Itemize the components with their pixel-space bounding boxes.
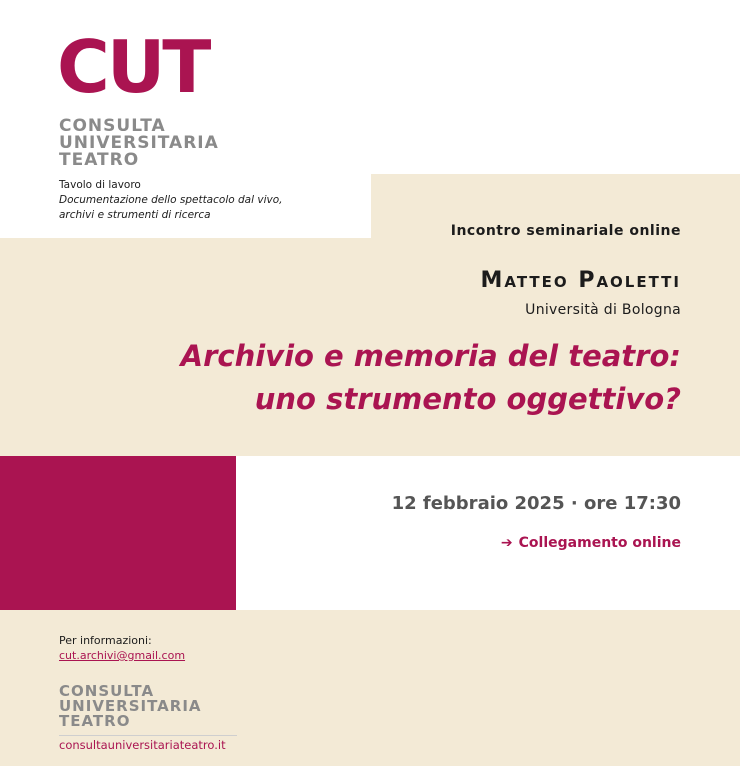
workgroup-label: Tavolo di lavoro bbox=[59, 179, 141, 191]
org-name-line: CONSULTA bbox=[59, 116, 166, 136]
speaker-name: Matteo Paoletti bbox=[480, 268, 681, 293]
org-name-footer bbox=[59, 684, 202, 729]
arrow-right-icon: ➔ bbox=[500, 535, 513, 551]
org-name-line: UNIVERSITARIA bbox=[59, 697, 202, 715]
event-title-line: Archivio e memoria del teatro: bbox=[180, 339, 681, 373]
org-name-line: TEATRO bbox=[59, 712, 131, 730]
event-title bbox=[81, 335, 681, 421]
crimson-block bbox=[0, 456, 236, 610]
workgroup-description: Documentazione dello spettacolo dal vivo, bbox=[59, 194, 283, 206]
contact-label: Per informazioni: bbox=[59, 634, 152, 647]
workgroup-info bbox=[59, 178, 359, 223]
contact-email-link[interactable]: cut.archivi@gmail.com bbox=[59, 649, 186, 662]
contact-info bbox=[59, 633, 185, 663]
speaker-affiliation: Università di Bologna bbox=[525, 302, 681, 318]
online-link-label[interactable]: Collegamento online bbox=[518, 535, 681, 551]
event-date: 12 febbraio 2025 · ore 17:30 bbox=[391, 493, 681, 514]
workgroup-description: archivi e strumenti di ricerca bbox=[59, 209, 211, 221]
event-type: Incontro seminariale online bbox=[450, 223, 681, 239]
org-name-header bbox=[59, 118, 219, 169]
online-link[interactable] bbox=[501, 535, 681, 551]
cut-logo: CUT bbox=[57, 25, 209, 109]
org-name-line: TEATRO bbox=[59, 150, 140, 170]
event-title-line: uno strumento oggettivo? bbox=[254, 382, 681, 416]
org-name-line: CONSULTA bbox=[59, 682, 155, 700]
website-link[interactable]: consultauniversitariateatro.it bbox=[59, 735, 237, 752]
org-name-line: UNIVERSITARIA bbox=[59, 133, 219, 153]
